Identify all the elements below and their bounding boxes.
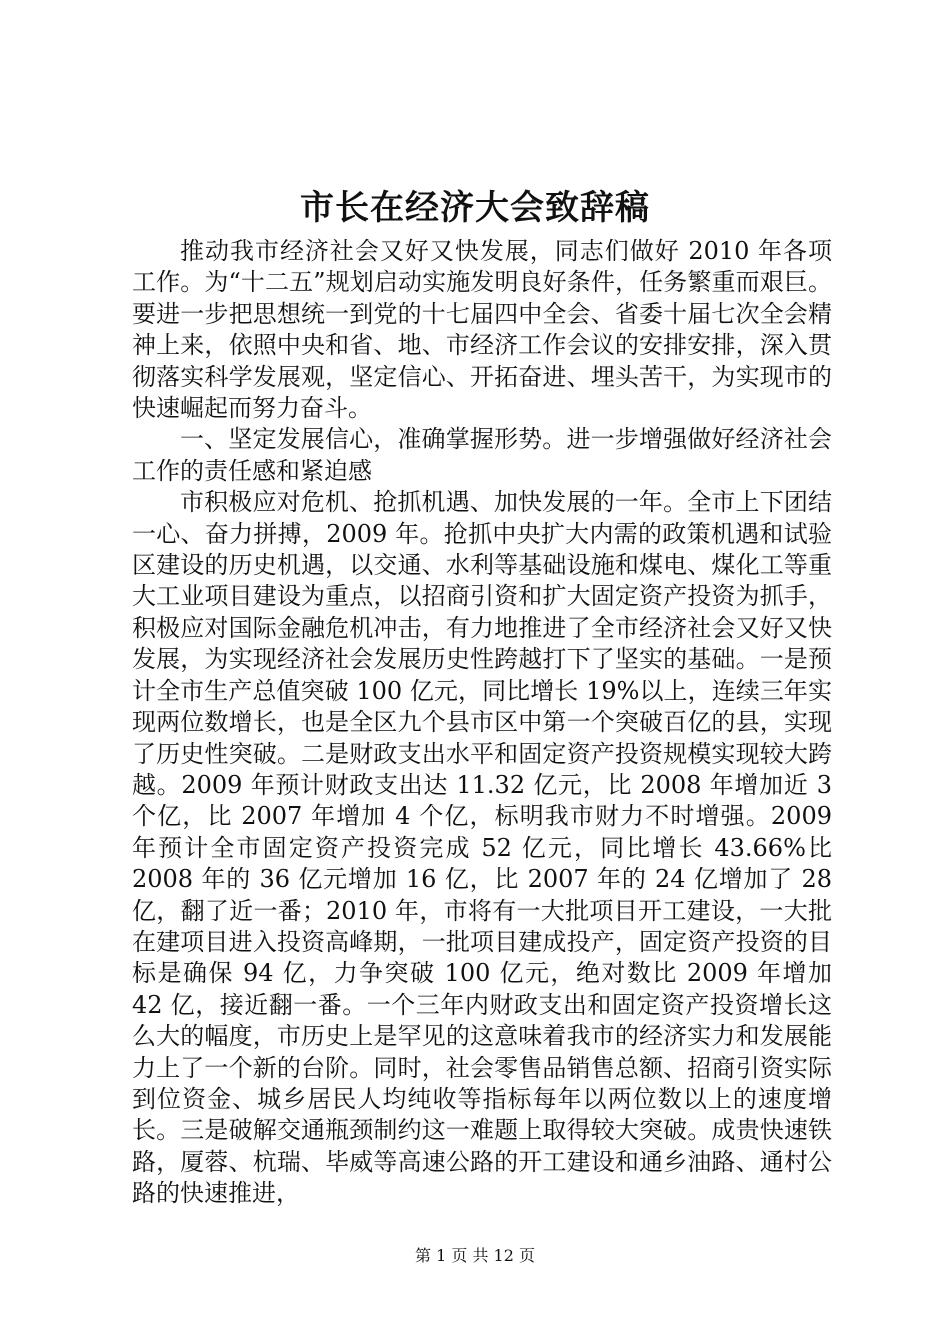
page-footer: 第 1 页 共 12 页 [415, 1246, 535, 1265]
paragraph-intro: 推动我市经济社会又好又快发展，同志们做好 2010 年各项工作。为“十二五”规划启动实施发明良好条件，任务繁重而艰巨。要进一步把思想统一到党的十七届四中全会、省委十届七次全会精神上来，依照中央和省、地、市经济工作会议的安排安排，深入贯彻落实科学发展观，坚定信心、开拓奋进、埋头苦干，为实现市的快速崛起而努力奋斗。 [132, 237, 832, 423]
document-title: 市长在经济大会致辞稿 [300, 188, 650, 228]
document-body [132, 236, 832, 1210]
paragraph-section-heading: 一、坚定发展信心，准确掌握形势。进一步增强做好经济社会工作的责任感和紧迫感 [132, 425, 832, 485]
paragraph-economy-review: 市积极应对危机、抢抓机遇、加快发展的一年。全市上下团结一心、奋力拼搏，2009 年。抢抓中央扩大内需的政策机遇和试验区建设的历史机遇，以交通、水利等基础设施和煤电、煤化工等重大工业项目建设为重点，以招商引资和扩大固定资产投资为抓手，积极应对国际金融危机冲击，有力地推进了全市经济社会又好又快发展，为实现经济社会发展历史性跨越打下了坚实的基础。一是预计全市生产总值突破 100 亿元，同比增长 19%以上，连续三年实现两位数增长，也是全区九个县市区中第一个突破百亿的县，实现了历史性突破。二是财政支出水平和固定资产投资规模实现较大跨越。2009 年预计财政支出达 11.32 亿元，比 2008 年增加近 3 个亿，比 2007 年增加 4 个亿，标明我市财力不时增强。2009 年预计全市固定资产投资完成 52 亿元，同比增长 43.66%比 2008 年的 36 亿元增加 16 亿，比 2007 年的 24 亿增加了 28 亿，翻了近一番；2010 年，市将有一大批项目开工建设，一大批在建项目进入投资高峰期，一批项目建成投产，固定资产投资的目标是确保 94 亿，力争突破 100 亿元，绝对数比 2009 年增加 42 亿，接近翻一番。一个三年内财政支出和固定资产投资增长这么大的幅度，市历史上是罕见的这意味着我市的经济实力和发展能力上了一个新的台阶。同时，社会零售品销售总额、招商引资实际到位资金、城乡居民人均纯收等指标每年以两位数以上的速度增长。三是破解交通瓶颈制约这一难题上取得较大突破。成贵快速铁路，厦蓉、杭瑞、毕威等高速公路的开工建设和通乡油路、通村公路的快速推进， [132, 488, 832, 1208]
